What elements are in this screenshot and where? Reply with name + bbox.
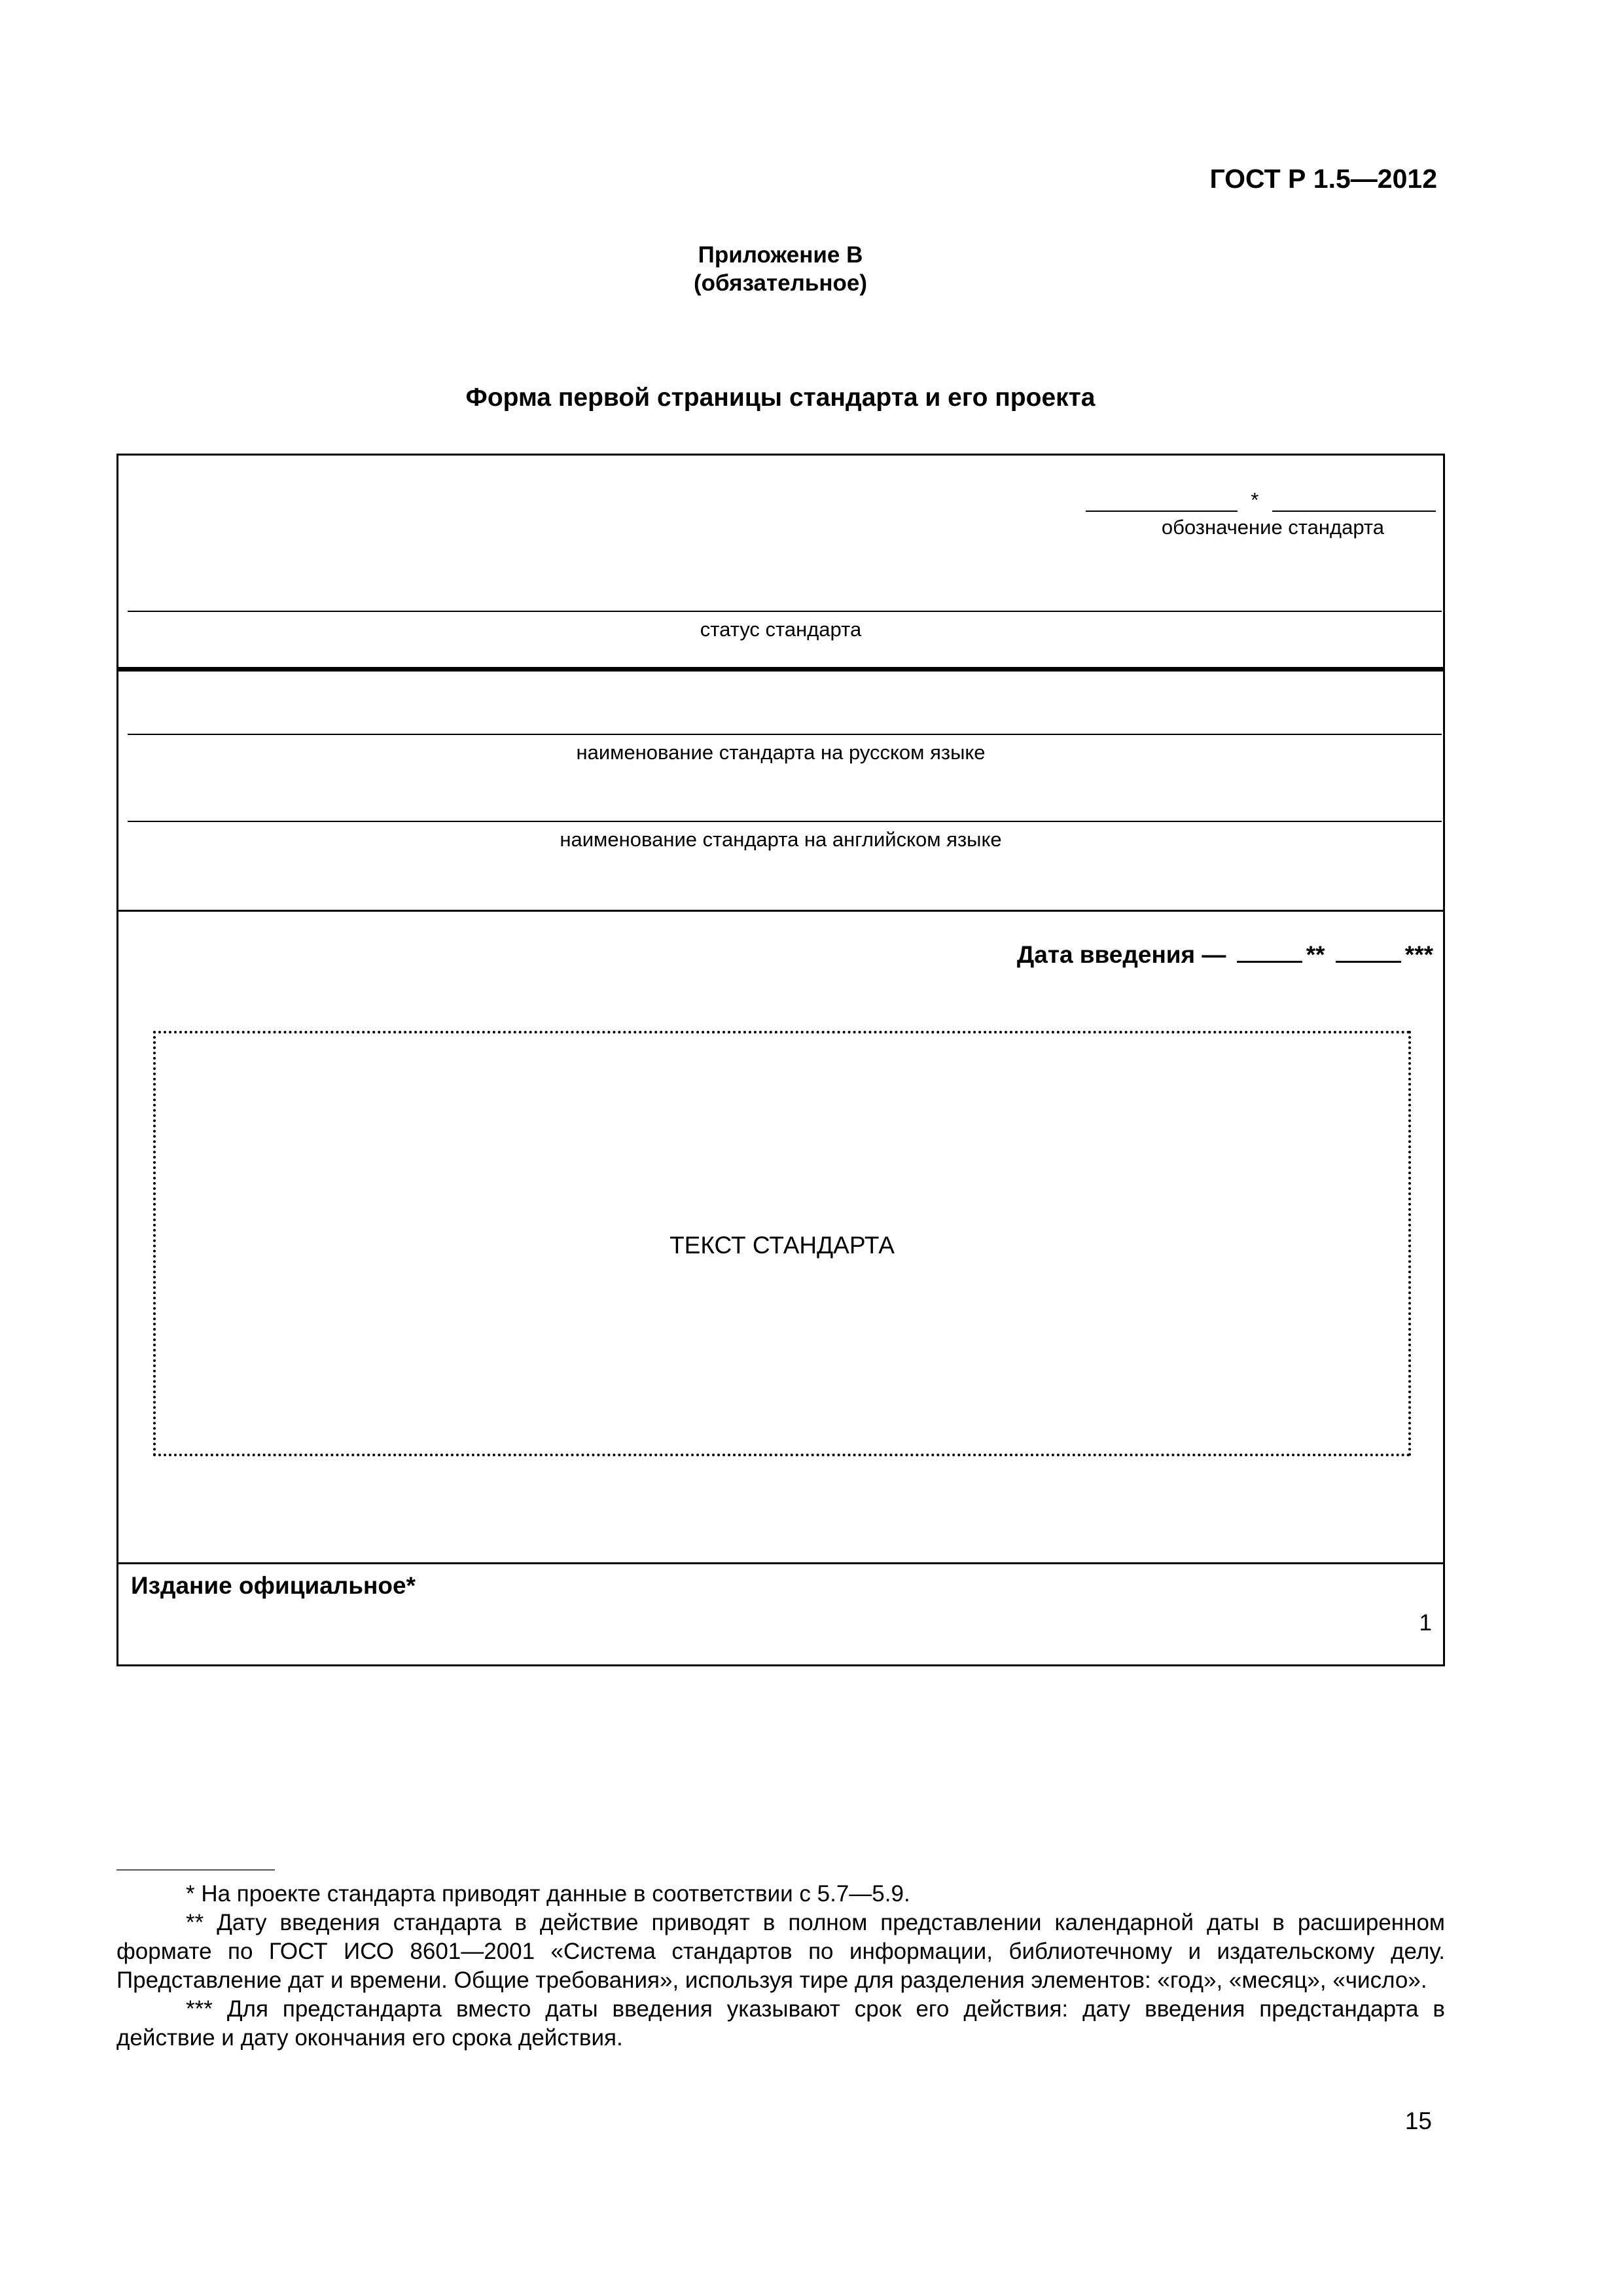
intro-date-label: Дата введения — [1016, 941, 1226, 968]
page-number: 15 [1404, 2108, 1432, 2134]
status-caption: статус стандарта [700, 618, 862, 641]
section-divider-bottom [116, 1562, 1445, 1564]
name-en-line [128, 821, 1442, 822]
intro-date-sep: ** [1306, 941, 1325, 968]
footnote-2: ** Дату введения стандарта в действие приводят в полном представлении календарной даты в расширенном формате по ГОСТ ИСО 8601—2001 «Система стандартов по информации, библиотечному и издательскому делу. Представление дат и времени. Общие требования», используя тире для разделения элементов: «год», «месяц», «число». [116, 1910, 1445, 1993]
appendix-status: (обязательное) [693, 270, 867, 296]
official-edition: Издание официальное* [131, 1572, 416, 1599]
intro-date-blank-1 [1237, 957, 1302, 963]
intro-date-end: *** [1404, 941, 1433, 968]
designation-field [1086, 488, 1436, 512]
appendix-heading [0, 241, 1561, 297]
name-ru-caption: наименование стандарта на русском языке [576, 741, 986, 764]
designation-blank-right [1272, 507, 1436, 512]
footnote-3: *** Для предстандарта вместо даты введения указывают срок его действия: дату введения предстандарта в действие и дату окончания его срока действия. [116, 1996, 1445, 2051]
introduction-date [1017, 941, 1433, 969]
footnotes [116, 1880, 1445, 2053]
footnote-separator [116, 1869, 275, 1871]
standard-text-placeholder: ТЕКСТ СТАНДАРТА [669, 1232, 895, 1259]
status-line [128, 611, 1442, 612]
intro-date-blank-2 [1336, 957, 1401, 963]
form-page-number: 1 [1419, 1610, 1432, 1636]
section-divider-thick [116, 667, 1445, 672]
name-en-caption: наименование стандарта на английском языке [560, 828, 1002, 851]
document-code: ГОСТ Р 1.5—2012 [1209, 164, 1437, 194]
designation-blank-left [1086, 507, 1238, 512]
appendix-title: Приложение В [698, 242, 863, 268]
form-title: Форма первой страницы стандарта и его проекта [465, 384, 1096, 412]
section-divider [116, 910, 1445, 912]
designation-caption: обозначение стандарта [1161, 516, 1384, 539]
name-ru-line [128, 734, 1442, 735]
footnote-1: * На проекте стандарта приводят данные в соответствии с 5.7—5.9. [186, 1881, 910, 1907]
designation-star: * [1251, 488, 1259, 511]
